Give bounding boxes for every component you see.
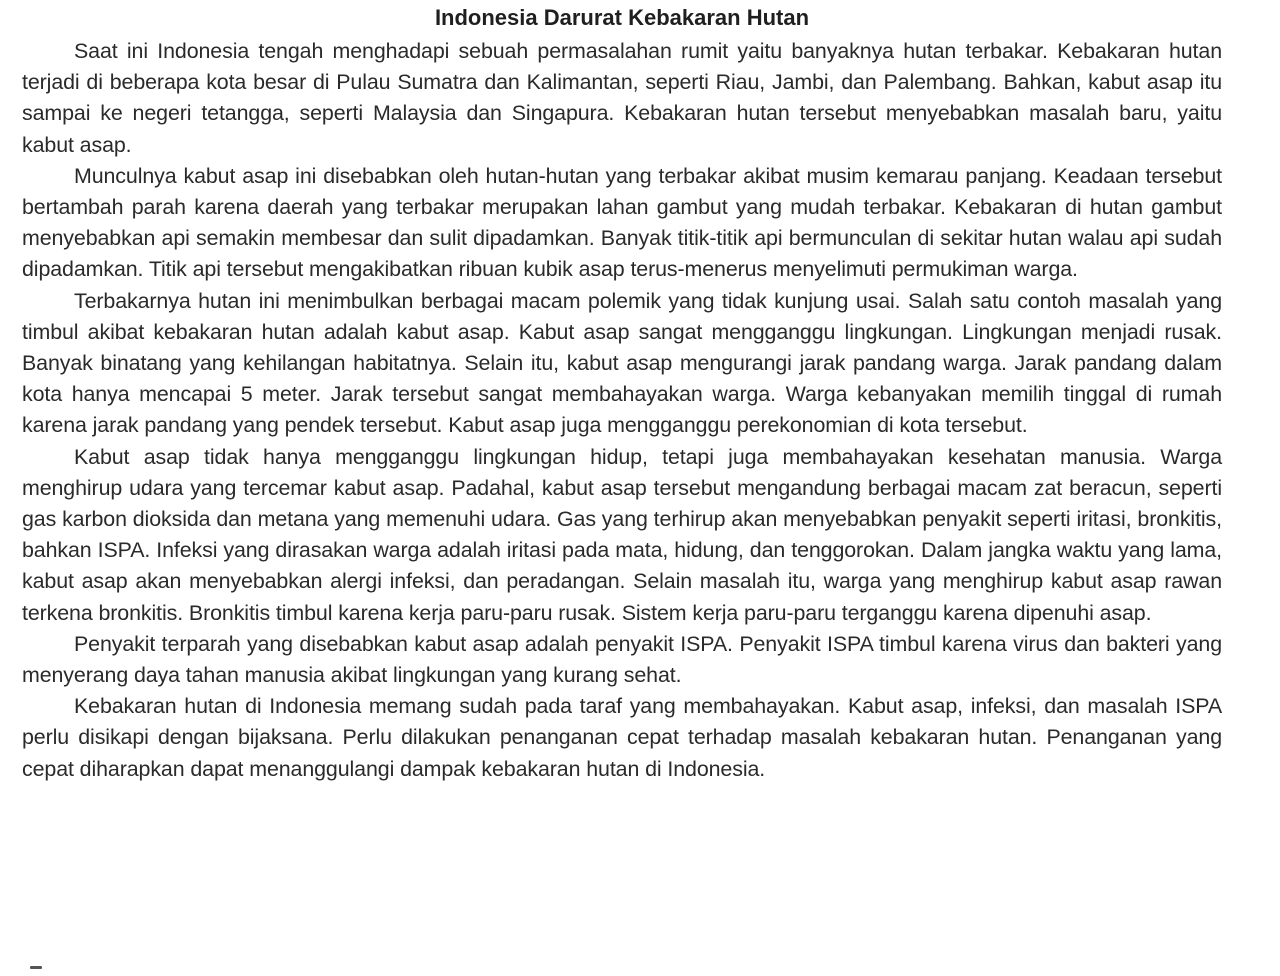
paragraph-3: Terbakarnya hutan ini menimbulkan berbagai macam polemik yang tidak kunjung usai. Salah satu contoh masalah yang timbul akibat kebakaran hutan adalah kabut asap. Kabut asap sangat mengganggu lingkungan. Lingkungan menjadi rusak. Banyak binatang yang kehilangan habitatnya. Selain itu, kabut asap mengurangi jarak pandang warga. Jarak pandang dalam kota hanya mencapai 5 meter. Jarak tersebut sangat membahayakan warga. Warga kebanyakan memilih tinggal di rumah karena jarak pandang yang pendek tersebut. Kabut asap juga mengganggu perekonomian di kota tersebut. xyxy=(22,288,1222,438)
page-edge-mark xyxy=(30,966,42,969)
article-title: Indonesia Darurat Kebakaran Hutan xyxy=(434,5,810,30)
paragraph-5: Penyakit terparah yang disebabkan kabut asap adalah penyakit ISPA. Penyakit ISPA timbul karena virus dan bakteri yang menyerang daya tahan manusia akibat lingkungan yang kurang sehat. xyxy=(22,631,1222,688)
paragraph-6: Kebakaran hutan di Indonesia memang sudah pada taraf yang membahayakan. Kabut asap, infeksi, dan masalah ISPA perlu disikapi dengan bijaksana. Perlu dilakukan penanganan cepat terhadap masalah kebakaran hutan. Penanganan yang cepat diharapkan dapat menanggulangi dampak kebakaran hutan di Indonesia. xyxy=(22,694,1222,781)
document-page xyxy=(22,4,1222,785)
paragraph-4: Kabut asap tidak hanya mengganggu lingkungan hidup, tetapi juga membahayakan kesehatan manusia. Warga menghirup udara yang tercemar kabut asap. Padahal, kabut asap tersebut mengandung berbagai macam zat beracun, seperti gas karbon dioksida dan metana yang memenuhi udara. Gas yang terhirup akan menyebabkan penyakit seperti iritasi, bronkitis, bahkan ISPA. Infeksi yang dirasakan warga adalah iritasi pada mata, hidung, dan tenggorokan. Dalam jangka waktu yang lama, kabut asap akan menyebabkan alergi infeksi, dan peradangan. Selain masalah itu, warga yang menghirup kabut asap rawan terkena bronkitis. Bronkitis timbul karena kerja paru-paru rusak. Sistem kerja paru-paru terganggu karena dipenuhi asap. xyxy=(22,444,1222,625)
paragraph-2: Munculnya kabut asap ini disebabkan oleh hutan-hutan yang terbakar akibat musim kemarau panjang. Keadaan tersebut bertambah parah karena daerah yang terbakar merupakan lahan gambut yang mudah terbakar. Kebakaran di hutan gambut menyebabkan api semakin membesar dan sulit dipadamkan. Banyak titik-titik api bermunculan di sekitar hutan walau api sudah dipadamkan. Titik api tersebut mengakibatkan ribuan kubik asap terus-menerus menyelimuti permukiman warga. xyxy=(22,163,1222,282)
paragraph-1: Saat ini Indonesia tengah menghadapi sebuah permasalahan rumit yaitu banyaknya hutan terbakar. Kebakaran hutan terjadi di beberapa kota besar di Pulau Sumatra dan Kalimantan, seperti Riau, Jambi, dan Palembang. Bahkan, kabut asap itu sampai ke negeri tetangga, seperti Malaysia dan Singapura. Kebakaran hutan tersebut menyebabkan masalah baru, yaitu kabut asap. xyxy=(22,39,1222,157)
